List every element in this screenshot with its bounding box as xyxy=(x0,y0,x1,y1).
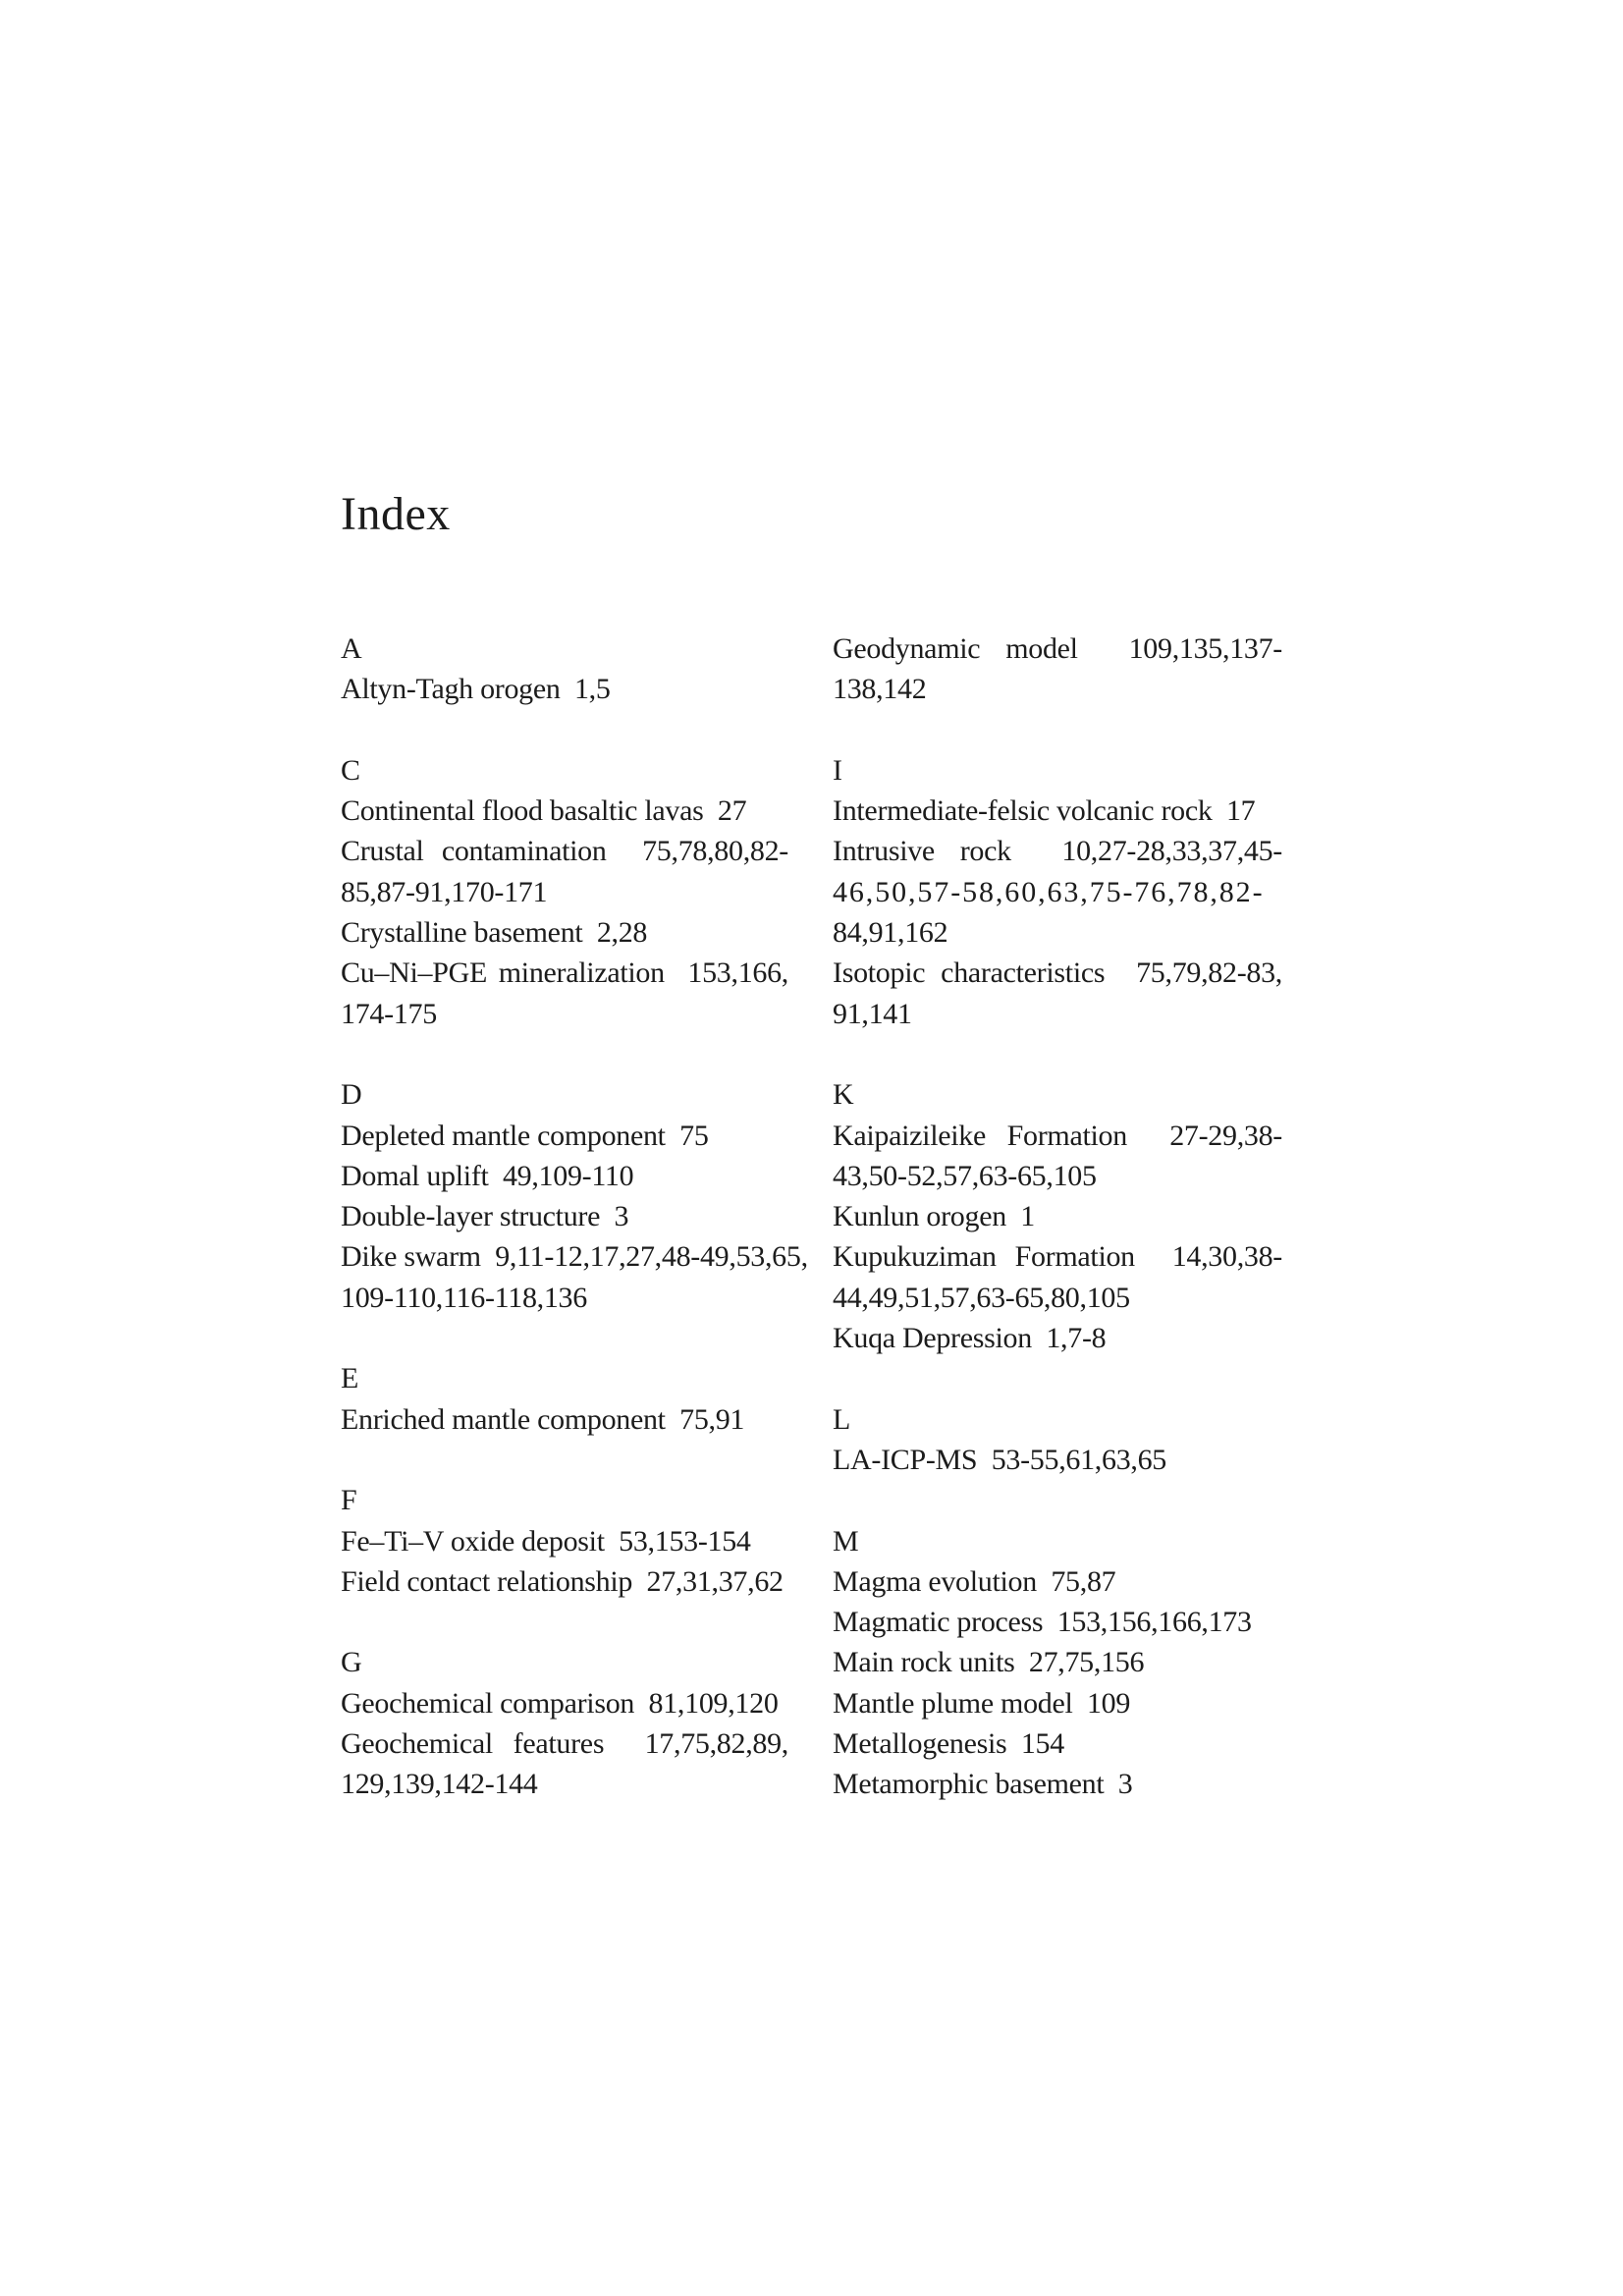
index-entry-line: Field contact relationship 27,31,37,62 xyxy=(341,1564,784,1598)
index-entry-line: 85,87-91,170-171 xyxy=(341,875,548,908)
index-entry-line: LA-ICP-MS 53-55,61,63,65 xyxy=(833,1443,1167,1476)
section-letter: F xyxy=(341,1484,357,1517)
section-gap xyxy=(341,710,788,750)
index-entry-line: Geochemical features 17,75,82,89, xyxy=(341,1727,788,1761)
index-entry-line: 91,141 xyxy=(833,997,912,1030)
index-entry-line: Geodynamic model 109,135,137- xyxy=(833,632,1282,665)
index-entry-line: Isotopic characteristics 75,79,82-83, xyxy=(833,957,1282,990)
index-entry-line: Magma evolution 75,87 xyxy=(833,1564,1116,1598)
index-entry-line: Kunlun orogen 1 xyxy=(833,1200,1036,1233)
index-entry-line: Geochemical comparison 81,109,120 xyxy=(341,1686,779,1720)
index-entry-line: Enriched mantle component 75,91 xyxy=(341,1402,745,1436)
index-entry-line: Cu–Ni–PGE mineralization 153,166, xyxy=(341,957,788,990)
section-gap xyxy=(341,1318,788,1358)
index-entry-line: 43,50-52,57,63-65,105 xyxy=(833,1159,1097,1192)
index-entry-line: 129,139,142-144 xyxy=(341,1768,538,1801)
index-entry-line: 44,49,51,57,63-65,80,105 xyxy=(833,1281,1130,1314)
section-letter: K xyxy=(833,1078,854,1112)
section-gap xyxy=(833,1358,1282,1398)
page-title: Index xyxy=(341,488,451,540)
index-entry-line: Dike swarm 9,11-12,17,27,48-49,53,65, xyxy=(341,1240,808,1274)
section-letter: I xyxy=(833,753,842,787)
index-entry-line: 138,142 xyxy=(833,673,927,706)
index-entry-line: Domal uplift 49,109-110 xyxy=(341,1159,634,1192)
section-letter: A xyxy=(341,632,362,665)
index-entry-line: Depleted mantle component 75 xyxy=(341,1119,709,1152)
index-entry-line: Crystalline basement 2,28 xyxy=(341,916,648,950)
index-entry-line: Altyn-Tagh orogen 1,5 xyxy=(341,673,611,706)
index-entry-line: Main rock units 27,75,156 xyxy=(833,1646,1145,1679)
index-column-right xyxy=(833,629,1282,1805)
index-entry-line: 84,91,162 xyxy=(833,916,948,950)
index-entry-line: Metamorphic basement 3 xyxy=(833,1768,1133,1801)
section-letter: C xyxy=(341,753,360,787)
index-entry-line: Double-layer structure 3 xyxy=(341,1200,629,1233)
index-entry-line: 109-110,116-118,136 xyxy=(341,1281,587,1314)
section-letter: D xyxy=(341,1078,362,1112)
index-entry-line: Intermediate-felsic volcanic rock 17 xyxy=(833,794,1256,828)
index-entry-line: 174-175 xyxy=(341,997,437,1030)
section-letter: E xyxy=(341,1362,359,1395)
section-letter: M xyxy=(833,1524,859,1558)
section-gap xyxy=(833,710,1282,750)
section-letter: G xyxy=(341,1646,362,1679)
index-entry-line: Crustal contamination 75,78,80,82- xyxy=(341,835,788,868)
index-entry-line: Continental flood basaltic lavas 27 xyxy=(341,794,747,828)
index-entry-line: 46,50,57-58,60,63,75-76,78,82- xyxy=(833,875,1265,908)
section-gap xyxy=(341,1034,788,1074)
index-entry-line: Mantle plume model 109 xyxy=(833,1686,1131,1720)
index-entry-line: Kuqa Depression 1,7-8 xyxy=(833,1322,1107,1355)
index-column-left xyxy=(341,629,808,1805)
index-entry-line: Intrusive rock 10,27-28,33,37,45- xyxy=(833,835,1282,868)
section-gap xyxy=(341,1602,788,1642)
index-entry-line: Kaipaizileike Formation 27-29,38- xyxy=(833,1119,1282,1152)
index-entry-line: Fe–Ti–V oxide deposit 53,153-154 xyxy=(341,1524,751,1558)
section-gap xyxy=(833,1480,1282,1520)
index-entry-line: Metallogenesis 154 xyxy=(833,1727,1064,1761)
index-entry-line: Magmatic process 153,156,166,173 xyxy=(833,1606,1252,1639)
index-entry-line: Kupukuziman Formation 14,30,38- xyxy=(833,1240,1282,1274)
section-gap xyxy=(341,1440,788,1480)
section-letter: L xyxy=(833,1402,851,1436)
section-gap xyxy=(833,1034,1282,1074)
